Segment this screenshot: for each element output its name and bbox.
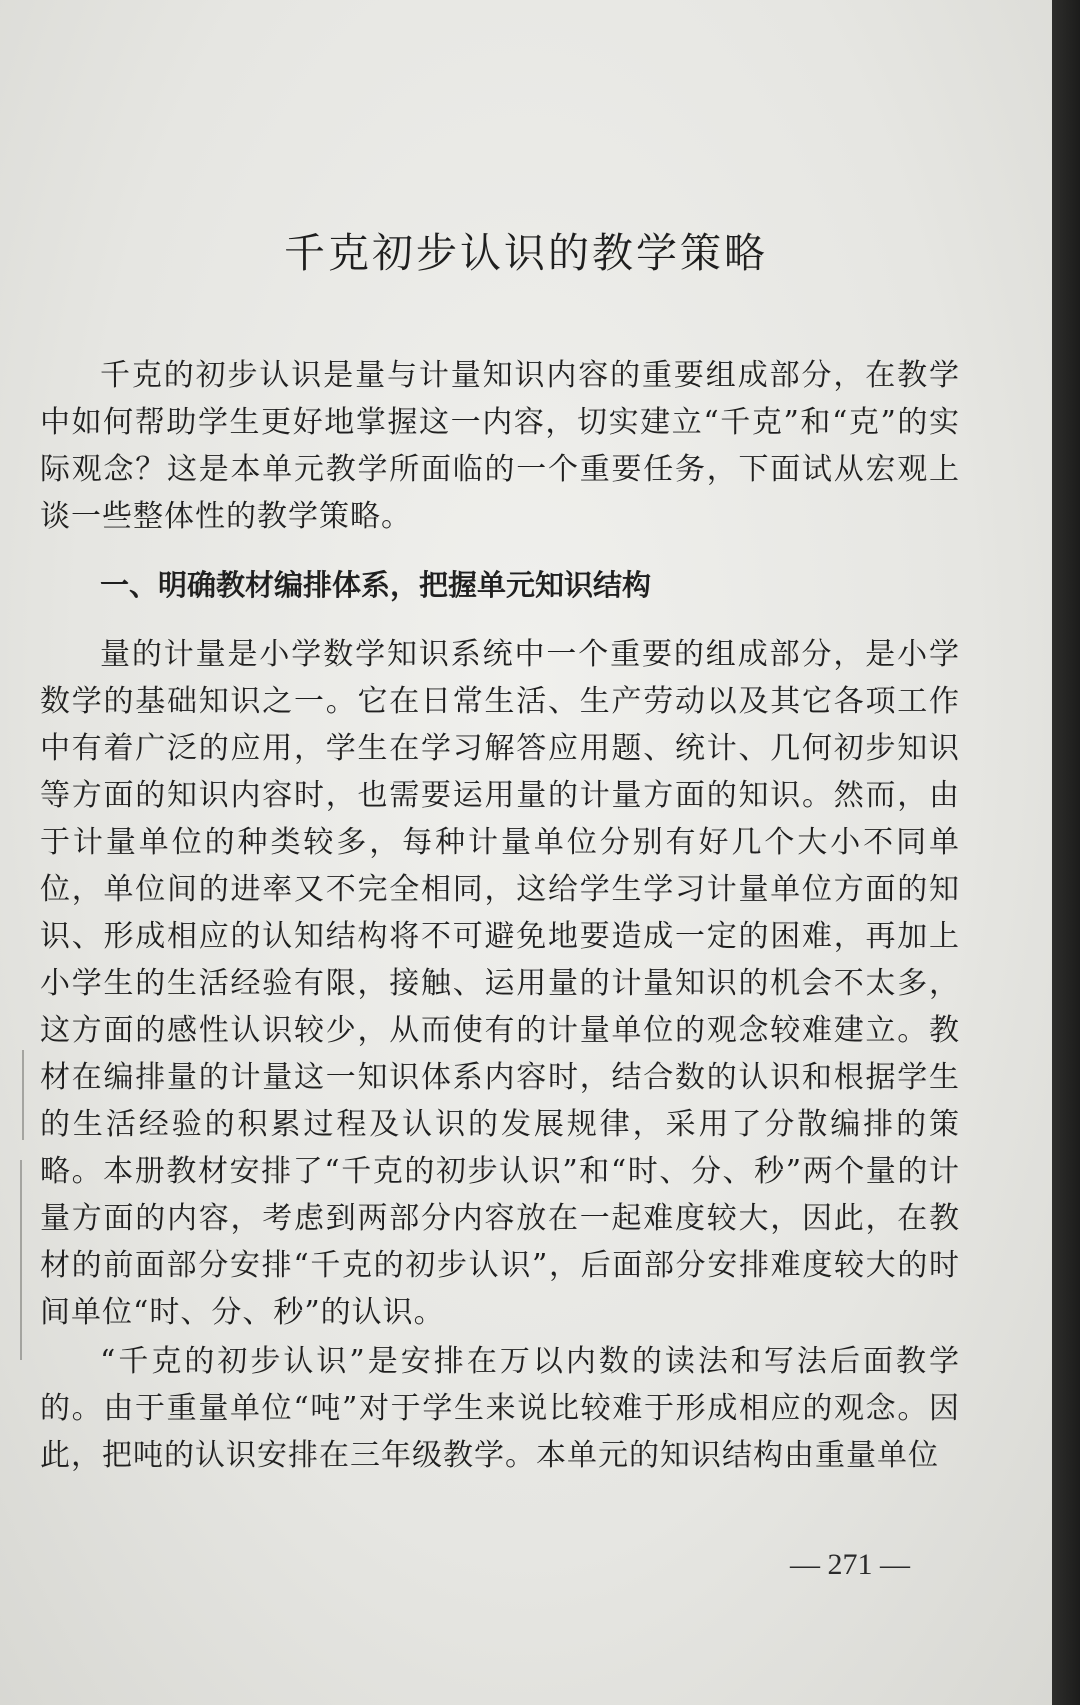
section-heading: 一、明确教材编排体系，把握单元知识结构 <box>100 568 652 602</box>
page-number: — 271 — <box>790 1548 910 1581</box>
page-title: 千克初步认识的教学策略 <box>284 229 768 277</box>
book-edge <box>1052 0 1080 1705</box>
intro-paragraph: 千克的初步认识是量与计量知识内容的重要组成部分，在教学中如何帮助学生更好地掌握这一内容，切实建立“千克”和“克”的实际观念？这是本单元教学所面临的一个重要任务，下面试从宏观上谈一些整体性的教学策略。 <box>40 358 960 534</box>
margin-mark <box>22 1050 24 1140</box>
margin-mark <box>20 1160 22 1360</box>
body-text <box>40 352 960 1481</box>
section-paragraph-2: “千克的初步认识”是安排在万以内数的读法和写法后面教学的。由于重量单位“吨”对于学生来说比较难于形成相应的观念。因此，把吨的认识安排在三年级教学。本单元的知识结构由重量单位 <box>40 1344 960 1473</box>
section-paragraph-1: 量的计量是小学数学知识系统中一个重要的组成部分，是小学数学的基础知识之一。它在日常生活、生产劳动以及其它各项工作中有着广泛的应用，学生在学习解答应用题、统计、几何初步知识等方面的知识内容时，也需要运用量的计量方面的知识。然而，由于计量单位的种类较多，每种计量单位分别有好几个大小不同单位，单位间的进率又不完全相同，这给学生学习计量单位方面的知识、形成相应的认知结构将不可避免地要造成一定的困难，再加上小学生的生活经验有限，接触、运用量的计量知识的机会不太多，这方面的感性认识较少，从而使有的计量单位的观念较难建立。教材在编排量的计量这一知识体系内容时，结合数的认识和根据学生的生活经验的积累过程及认识的发展规律，采用了分散编排的策略。本册教材安排了“千克的初步认识”和“时、分、秒”两个量的计量方面的内容，考虑到两部分内容放在一起难度较大，因此，在教材的前面部分安排“千克的初步认识”，后面部分安排难度较大的时间单位“时、分、秒”的认识。 <box>40 637 960 1330</box>
